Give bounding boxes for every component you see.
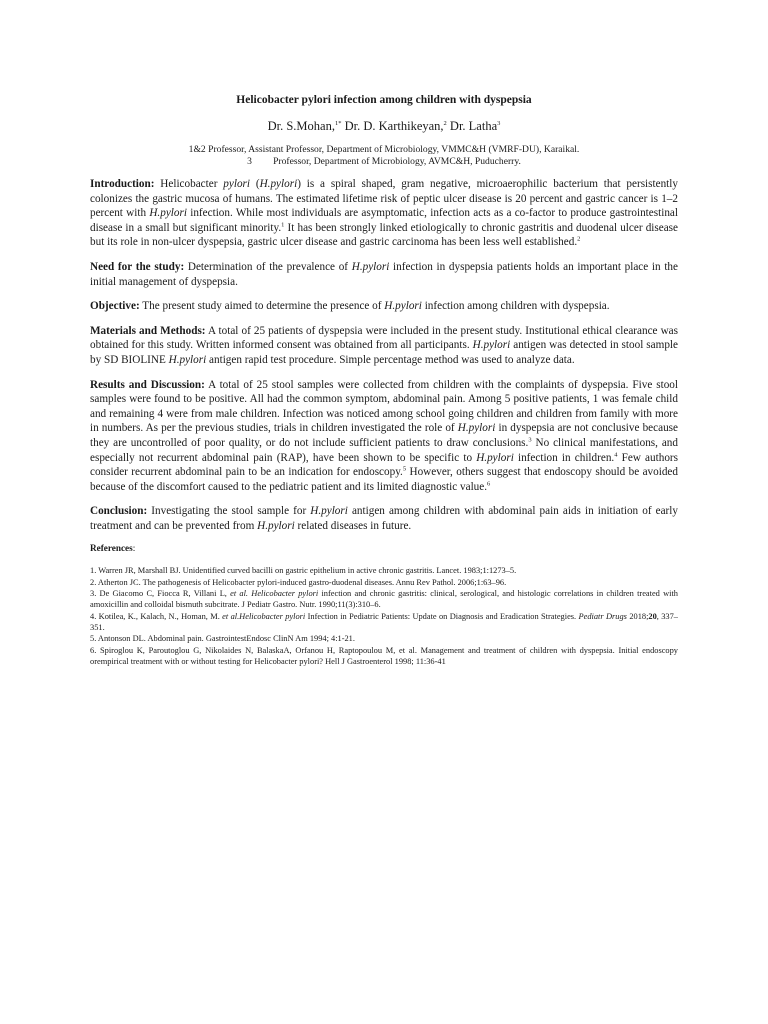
text-run: infection and chronic gastritis: clinical, serological, and histologic correlations in children treated with amoxicillin and colloidal bismuth subcitrate. J Pediatr Gastro. Nutr. 1990;11(3):310–6. — [90, 589, 678, 610]
reference-4 — [90, 611, 678, 634]
author-1: Dr. S.Mohan, — [267, 119, 335, 133]
text-run: ) is a spiral shaped, gram negative, microaerophilic bacterium that persistently colonizes the gastric mucosa of humans. The estimated lifetime risk of peptic ulcer disease is 20 percent and gastric cancer is 1–2 percent with — [90, 178, 678, 220]
italic-run: H.pylori — [257, 519, 295, 532]
italic-run: H.pylori — [149, 207, 187, 220]
text-run: Investigating the stool sample for — [147, 505, 311, 518]
reference-5: 5. Antonson DL. Abdominal pain. GastrointestEndosc ClinN Am 1994; 4:1-21. — [90, 634, 355, 644]
conclusion-label: Conclusion: — [90, 505, 148, 518]
text-run: A total of 25 patients of dyspepsia were included in the present study. Institutional ethical clearance was obtained for this study. Written informed consent was obtained from all participants. — [90, 324, 678, 352]
italic-run: et al. Helicobacter pylori — [230, 589, 319, 599]
italic-run: et al.Helicobacter pylori — [222, 611, 306, 621]
need-label: Need for the study: — [90, 260, 185, 273]
conclusion-paragraph — [90, 504, 678, 533]
italic-run: H.pylori — [476, 451, 514, 464]
citation-marker: 2 — [577, 235, 581, 243]
reference-6: 6. Spiroglou K, Paroutoglou G, Nikolaides N, BalaskaA, Orfanou H, Raptopoulou M, et al. Management and treatment of children with dyspepsia. Initial endoscopy orempirical treatment with or without testing for Helicobacter pylori? Hell J Gastroenterol 1998; 11:36-41 — [90, 645, 678, 666]
methods-paragraph — [90, 324, 678, 368]
text-run: No clinical manifestations, and especially not recurrent abdominal pain (RAP), have been shown to be specific to — [90, 436, 678, 464]
text-run: related diseases in future. — [294, 519, 412, 532]
text-run: However, others suggest that endoscopy should be avoided because of the discomfort caused to the pediatric patient and its limited diagnostic value. — [90, 466, 678, 493]
text-run: antigen rapid test procedure. Simple percentage method was used to analyze data. — [206, 353, 575, 366]
italic-run: H.pylori — [310, 505, 348, 518]
bold-run: 20 — [648, 611, 657, 621]
italic-run: H.pylori — [457, 422, 496, 435]
references-heading — [90, 543, 678, 553]
paper-title: Helicobacter pylori infection among children with dyspepsia — [236, 94, 532, 106]
italic-run: H.pylori — [384, 300, 422, 313]
text-run: Determination of the prevalence of — [184, 260, 352, 273]
text-run: It has been strongly linked etiologically to chronic gastritis and duodenal ulcer disease but its role in non-ulcer dyspepsia, gastric ulcer disease and gastric carcinoma has been less well established. — [90, 221, 678, 249]
text-run: Helicobacter — [154, 178, 224, 190]
introduction-paragraph — [90, 177, 678, 250]
text-run: in dyspepsia are not conclusive because they are uncontrolled of poor quality, or do not include sufficient patients to draw conclusions. — [90, 422, 678, 449]
text-run: , 337–351. — [90, 611, 678, 632]
italic-run: H.pylori — [351, 260, 390, 273]
affiliation-2-text: Professor, Department of Microbiology, AVMC&H, Puducherry. — [273, 156, 521, 167]
text-run: 3. De Giacomo C, Fiocca R, Villani L, — [90, 589, 231, 599]
italic-run: H.pylori — [472, 339, 511, 352]
text-run: 4. Kotilea, K., Kalach, N., Homan, M. — [90, 611, 223, 621]
reference-2: 2. Atherton JC. The pathogenesis of Helicobacter pylori-induced gastro-duodenal diseases. Annu Rev Pathol. 2006;1:63–96. — [90, 577, 507, 587]
text-run: A total of 25 stool samples were collected from children with the complaints of dyspepsia. Five stool samples were found to be positive. All had the common symptom, abdominal pain. Among 5 positive patients, 1 was female child and remaining 4 were from male children. Infection was noticed among school going children and children from family with more in numbers. As per the previous studies, trials in children investigated the role of — [90, 378, 678, 435]
text-run: infection among children with dyspepsia. — [421, 300, 610, 313]
results-label: Results and Discussion: — [90, 378, 205, 391]
author-list — [0, 119, 768, 134]
citation-marker: 4 — [614, 450, 618, 458]
reference-1: 1. Warren JR, Marshall BJ. Unidentified curved bacilli on gastric epithelium in active chronic gastritis. Lancet. 1983;1:1273–5. — [90, 566, 517, 576]
italic-run: pylori — [223, 178, 251, 190]
objective-label: Objective: — [90, 300, 140, 313]
text-run: Infection in Pediatric Patients: Update on Diagnosis and Eradication Strategies. — [305, 611, 579, 621]
text-run: ( — [250, 178, 260, 190]
author-1-marker: 1* — [334, 119, 342, 127]
author-3: Dr. Latha — [446, 119, 498, 133]
reference-3 — [90, 588, 678, 611]
objective-paragraph — [90, 299, 678, 314]
text-run: infection. While most individuals are asymptomatic, infection acts as a co-factor to produce gastrointestinal disease in a small but significant minority. — [90, 207, 678, 234]
italic-run: H.pylori — [259, 178, 298, 190]
citation-marker: 5 — [402, 465, 407, 473]
methods-label: Materials and Methods: — [90, 324, 206, 337]
results-paragraph — [90, 378, 678, 495]
text-run: infection in dyspepsia patients holds an important place in the initial management of dyspepsia. — [90, 260, 678, 288]
author-3-marker: 3 — [497, 119, 501, 127]
text-run: Few authors consider recurrent abdominal pain to be an indication for endoscopy. — [90, 451, 678, 479]
citation-marker: 1 — [281, 221, 285, 229]
introduction-label: Introduction: — [90, 178, 155, 190]
italic-run: Pediatr Drugs — [578, 611, 627, 621]
author-2: Dr. D. Karthikeyan, — [341, 119, 444, 133]
text-run: The present study aimed to determine the presence of — [139, 300, 385, 313]
need-paragraph — [90, 260, 678, 289]
references-heading-colon: : — [132, 543, 136, 554]
affiliation-2 — [0, 156, 768, 167]
text-run: 2018; — [626, 611, 649, 621]
paper-body — [90, 177, 678, 667]
text-run: antigen was detected in stool sample by SD BIOLINE — [90, 339, 678, 366]
citation-marker: 3 — [528, 436, 532, 444]
affiliation-2-number: 3 — [247, 156, 252, 167]
references-heading-text: References — [90, 543, 133, 554]
author-2-marker: 2 — [443, 119, 447, 127]
affiliation-1: 1&2 Professor, Assistant Professor, Department of Microbiology, VMMC&H (VMRF-DU), Karaikal. — [188, 144, 580, 155]
text-run: antigen among children with abdominal pain aids in initiation of early treatment and can be prevented from — [90, 505, 678, 532]
citation-marker: 6 — [487, 479, 491, 487]
italic-run: H.pylori — [168, 353, 207, 366]
text-run: infection in children. — [513, 451, 615, 464]
